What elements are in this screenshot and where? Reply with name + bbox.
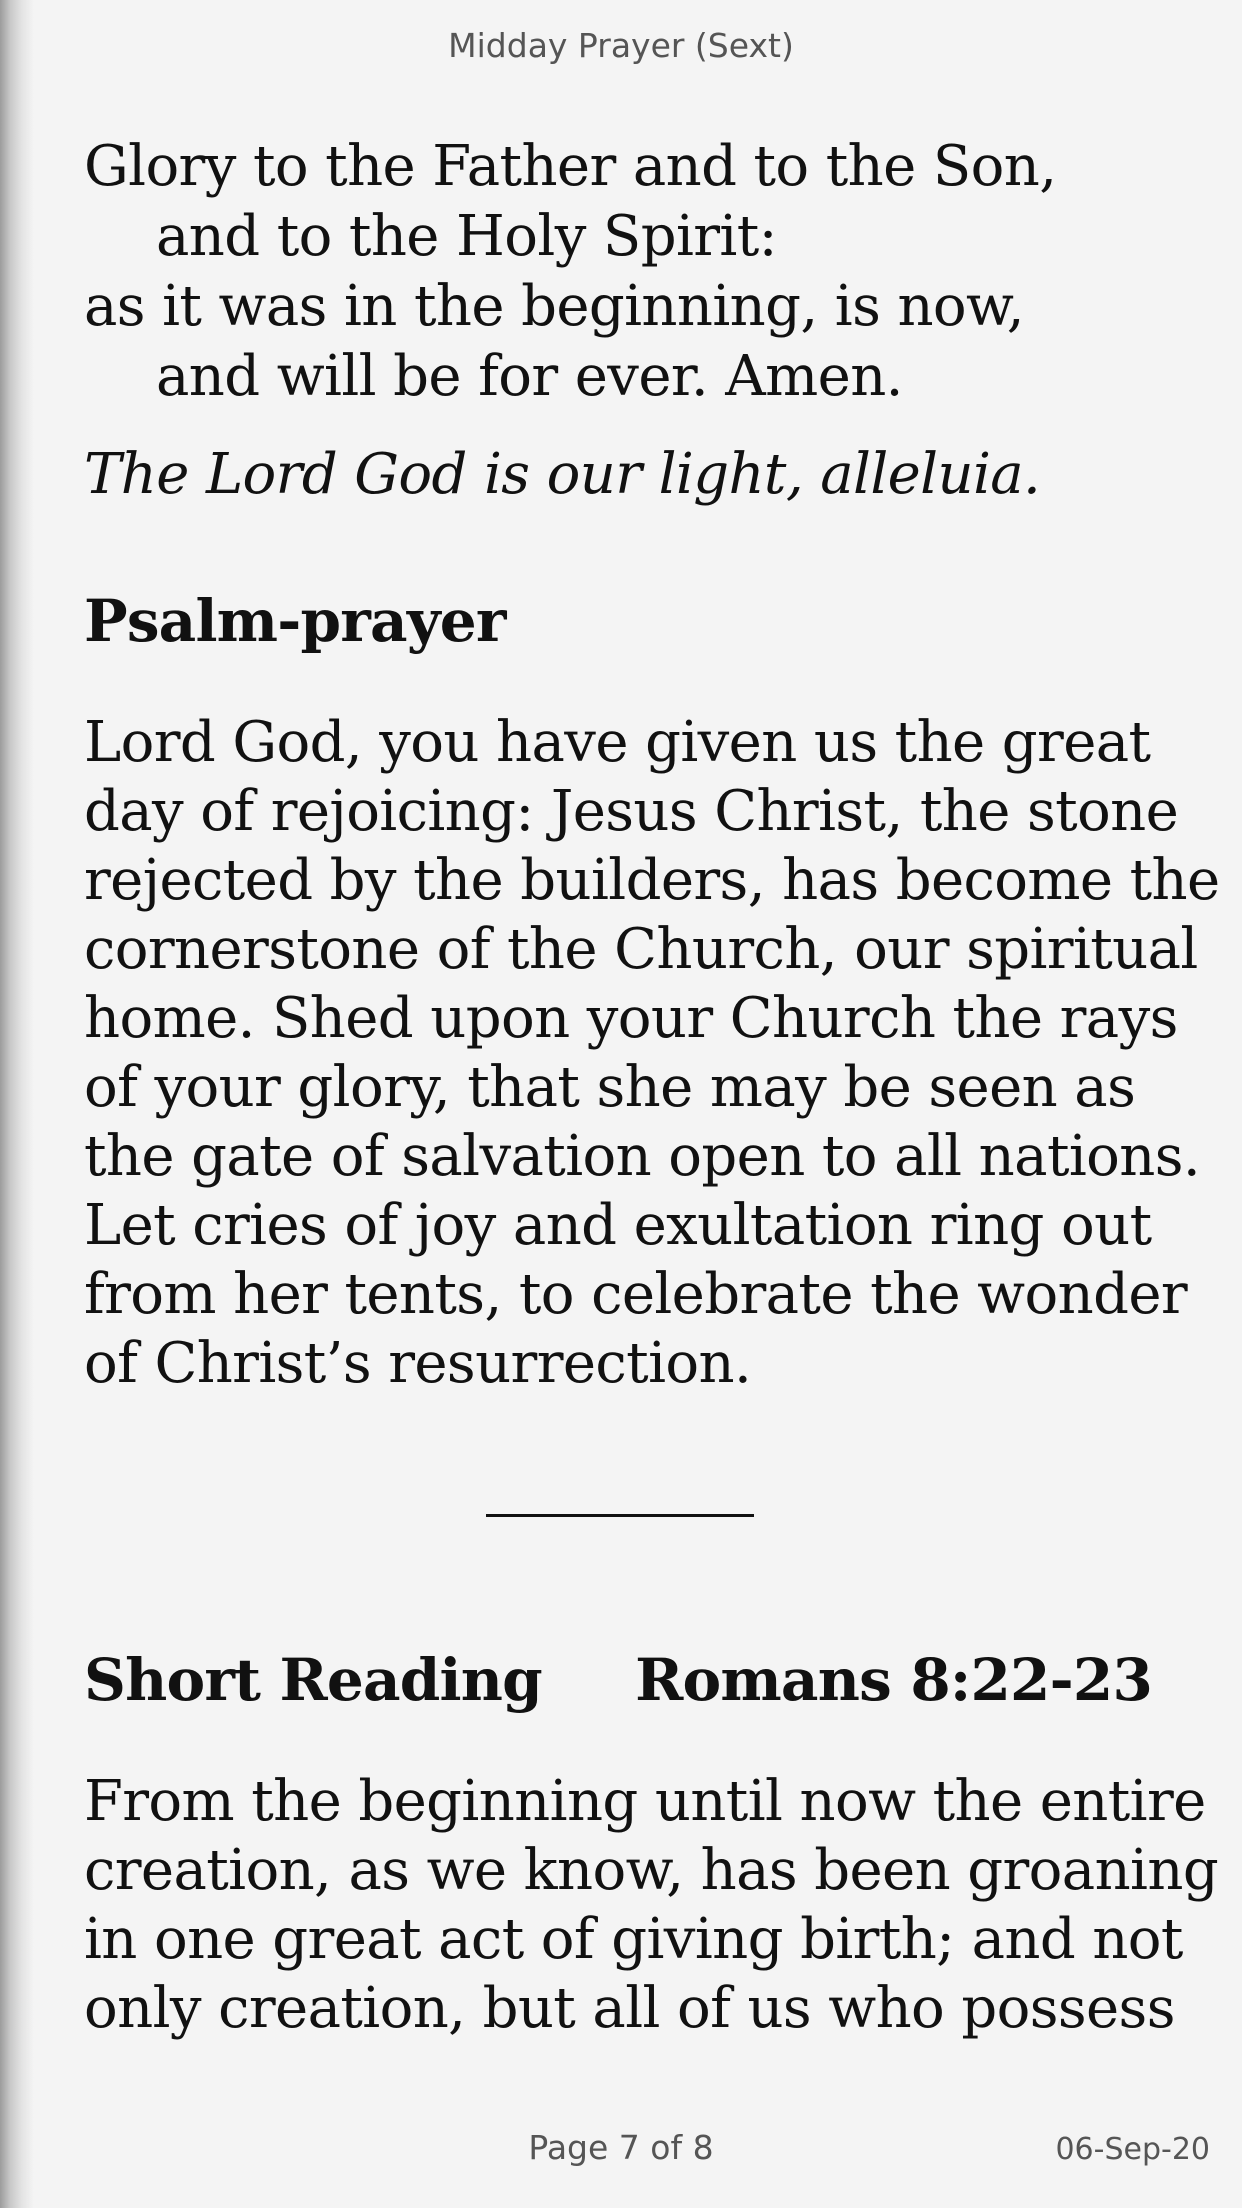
page-number: Page 7 of 8 [528, 2128, 714, 2167]
psalm-prayer-heading: Psalm-prayer [84, 587, 506, 655]
doxology [84, 132, 1214, 412]
text-line: creation, as we know, has been groaning [84, 1838, 1219, 1903]
book-spine-shadow [0, 0, 34, 2208]
doxology-line: and will be for ever. Amen. [156, 344, 903, 409]
doxology-line: as it was in the beginning, is now, [84, 274, 1024, 339]
short-reading-title: Short Reading [84, 1646, 542, 1714]
text-line: only creation, but all of us who possess [84, 1976, 1175, 2041]
text-line: of your glory, that she may be seen as [84, 1055, 1136, 1120]
text-line: from her tents, to celebrate the wonder [84, 1262, 1188, 1327]
text-line: day of rejoicing: Jesus Christ, the stone [84, 779, 1179, 844]
short-reading-text [84, 1767, 1219, 2043]
text-line: of Christ’s resurrection. [84, 1331, 752, 1396]
text-line: the gate of salvation open to all nations. [84, 1124, 1201, 1189]
section-divider [486, 1514, 754, 1517]
page-header-title: Midday Prayer (Sext) [448, 26, 794, 65]
text-line: Lord God, you have given us the great [84, 710, 1151, 775]
text-line: rejected by the builders, has become the [84, 848, 1220, 913]
text-line: cornerstone of the Church, our spiritual [84, 917, 1198, 982]
text-line: Let cries of joy and exultation ring out [84, 1193, 1152, 1258]
short-reading-heading [84, 1645, 1152, 1715]
psalm-prayer-text [84, 708, 1220, 1398]
doxology-line: and to the Holy Spirit: [156, 204, 777, 269]
page-date: 06-Sep-20 [1055, 2132, 1210, 2167]
antiphon: The Lord God is our light, alleluia. [84, 442, 1041, 507]
page-content [84, 132, 1220, 2043]
scripture-reference: Romans 8:22-23 [635, 1646, 1152, 1714]
text-line: in one great act of giving birth; and not [84, 1907, 1183, 1972]
text-line: home. Shed upon your Church the rays [84, 986, 1178, 1051]
doxology-line: Glory to the Father and to the Son, [84, 134, 1057, 199]
text-line: From the beginning until now the entire [84, 1769, 1206, 1834]
